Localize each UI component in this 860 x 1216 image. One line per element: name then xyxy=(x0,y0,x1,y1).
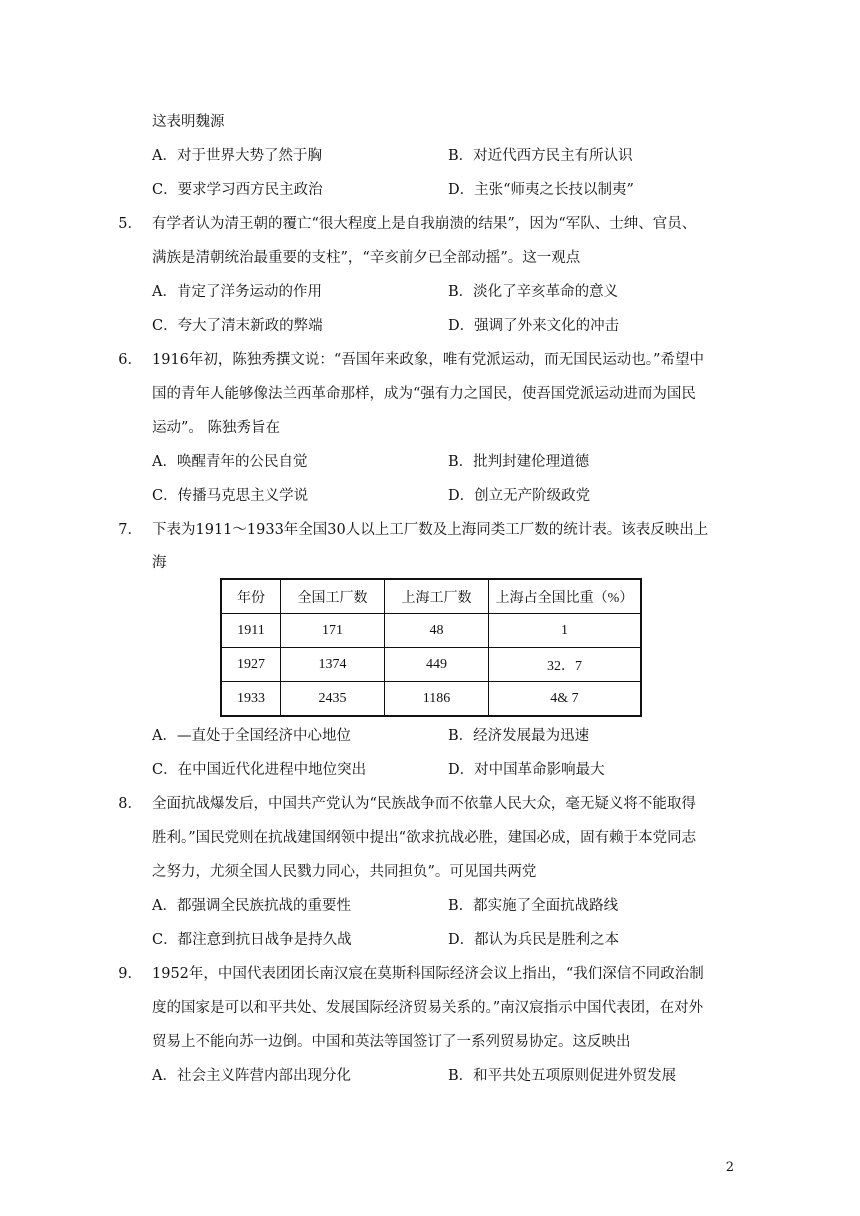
q4-option-b: B．对近代西方民主有所认识 xyxy=(448,148,633,164)
table-cell: 1911 xyxy=(221,614,281,648)
factory-statistics-table xyxy=(220,578,642,717)
q8-option-b: B．都实施了全面抗战路线 xyxy=(448,898,619,914)
q4-option-c: C．要求学习西方民主政治 xyxy=(152,182,323,198)
q7-option-d: D．对中国革命影响最大 xyxy=(448,762,605,778)
q9-option-a: A．社会主义阵营内部出现分化 xyxy=(152,1068,351,1084)
q8-option-a: A．都强调全民族抗战的重要性 xyxy=(152,898,351,914)
q5-stem-line-2: 满族是清朝统治最重要的支柱”，“辛亥前夕已全部动摇”。这一观点 xyxy=(152,250,581,266)
table-cell: 32．7 xyxy=(489,648,642,682)
table-row xyxy=(221,682,641,717)
q9-number: 9． xyxy=(118,966,142,982)
table-cell: 171 xyxy=(281,614,385,648)
q6-stem-line-1: 1916年初，陈独秀撰文说：“吾国年来政象，唯有党派运动，而无国民运动也。”希望中 xyxy=(152,352,704,368)
page-number: 2 xyxy=(725,1160,734,1175)
q7-option-b: B．经济发展最为迅速 xyxy=(448,728,590,744)
q5-option-a: A．肯定了洋务运动的作用 xyxy=(152,284,322,300)
q9-stem-line-3: 贸易上不能向苏一边倒。中国和英法等国签订了一系列贸易协定。这反映出 xyxy=(152,1034,631,1050)
table-cell: 48 xyxy=(385,614,489,648)
q9-stem-line-1: 1952年，中国代表团团长南汉宸在莫斯科国际经济会议上指出，“我们深信不同政治制 xyxy=(152,966,704,982)
table-header-cell: 上海工厂数 xyxy=(385,579,489,614)
q8-option-d: D．都认为兵民是胜利之本 xyxy=(448,932,620,948)
q7-option-c: C．在中国近代化进程中地位突出 xyxy=(152,762,367,778)
q6-option-a: A．唤醒青年的公民自觉 xyxy=(152,454,308,470)
q4-stem-tail: 这表明魏源 xyxy=(152,114,225,130)
q5-option-d: D．强调了外来文化的冲击 xyxy=(448,318,620,334)
q7-number: 7． xyxy=(118,522,142,538)
q5-option-b: B．淡化了辛亥革命的意义 xyxy=(448,284,619,300)
q6-option-c: C．传播马克思主义学说 xyxy=(152,488,309,504)
table-cell: 1374 xyxy=(281,648,385,682)
q5-stem-line-1: 有学者认为清王朝的覆亡“很大程度上是自我崩溃的结果”，因为“军队、士绅、官员、 xyxy=(152,216,697,232)
q7-stem-line-2: 海 xyxy=(152,555,167,571)
q5-number: 5． xyxy=(118,216,142,232)
q9-option-b: B．和平共处五项原则促进外贸发展 xyxy=(448,1068,677,1084)
table-header-row xyxy=(221,579,641,614)
q6-stem-line-3: 运动”。 陈独秀旨在 xyxy=(152,420,281,436)
q4-option-a: A．对于世界大势了然于胸 xyxy=(152,148,322,164)
q4-option-d: D．主张“师夷之长技以制夷” xyxy=(448,182,634,198)
q8-stem-line-1: 全面抗战爆发后，中国共产党认为“民族战争而不依靠人民大众，毫无疑义将不能取得 xyxy=(152,796,696,812)
table-header-cell: 年份 xyxy=(221,579,281,614)
table-cell: 1933 xyxy=(221,682,281,717)
q7-stem-line-1: 下表为1911～1933年全国30人以上工厂数及上海同类工厂数的统计表。该表反映出上 xyxy=(152,522,709,538)
table-cell: 1186 xyxy=(385,682,489,717)
q7-option-a: A．—直处于全国经济中心地位 xyxy=(152,728,351,744)
table-cell: 4& 7 xyxy=(489,682,642,717)
table-header-cell: 上海占全国比重（%） xyxy=(489,579,642,614)
table-row xyxy=(221,614,641,648)
q5-option-c: C．夸大了清末新政的弊端 xyxy=(152,318,323,334)
table-cell: 1927 xyxy=(221,648,281,682)
q8-number: 8． xyxy=(118,796,142,812)
table-row xyxy=(221,648,641,682)
q9-stem-line-2: 度的国家是可以和平共处、发展国际经济贸易关系的。”南汉宸指示中国代表团，在对外 xyxy=(152,1000,704,1016)
q6-option-b: B．批判封建伦理道德 xyxy=(448,454,590,470)
q8-stem-line-3: 之努力，尤须全国人民戮力同心，共同担负”。可见国共两党 xyxy=(152,864,537,880)
table-header-cell: 全国工厂数 xyxy=(281,579,385,614)
table-cell: 2435 xyxy=(281,682,385,717)
table-cell: 1 xyxy=(489,614,642,648)
q8-option-c: C．都注意到抗日战争是持久战 xyxy=(152,932,352,948)
q8-stem-line-2: 胜利。”国民党则在抗战建国纲领中提出“欲求抗战必胜，建国必成，固有赖于本党同志 xyxy=(152,830,697,846)
q6-option-d: D．创立无产阶级政党 xyxy=(448,488,591,504)
q6-number: 6． xyxy=(118,352,142,368)
table-cell: 449 xyxy=(385,648,489,682)
q6-stem-line-2: 国的青年人能够像法兰西革命那样，成为“强有力之国民，使吾国党派运动进而为国民 xyxy=(152,386,696,402)
